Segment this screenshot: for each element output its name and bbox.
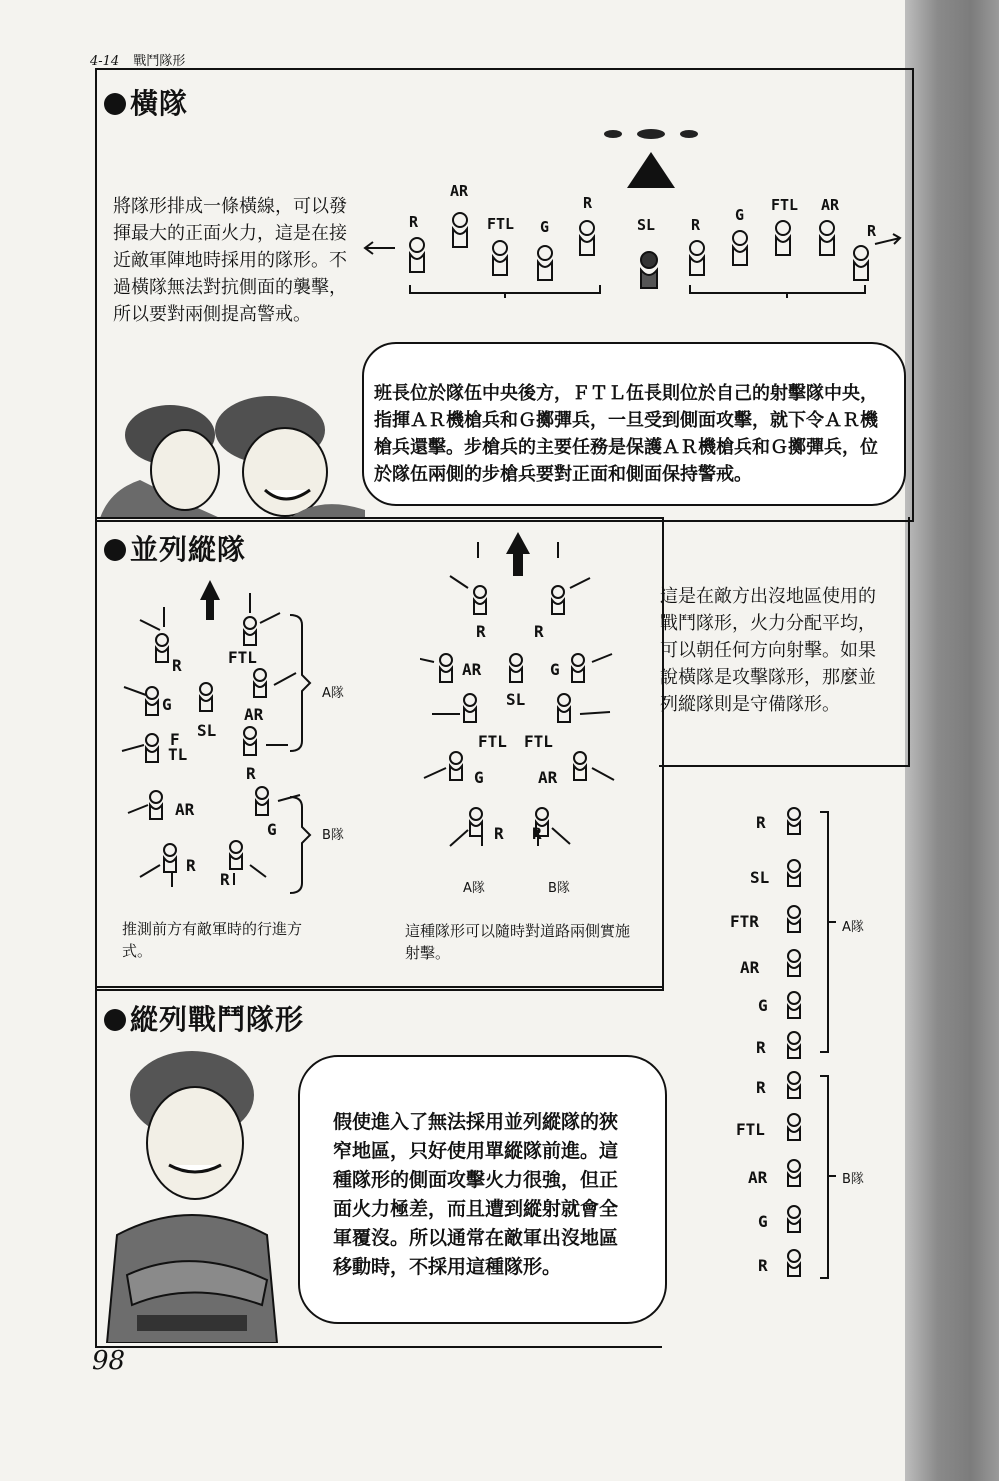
- formation-label: TL: [168, 745, 188, 764]
- formation-label: R: [494, 824, 504, 843]
- soldier-icon: [690, 241, 704, 275]
- soldier-icon: [256, 787, 268, 815]
- formation-label: FTL: [487, 215, 515, 233]
- line-formation-diagram: [355, 120, 905, 320]
- soldier-icon: [150, 791, 162, 819]
- soldier-icon: [788, 906, 800, 932]
- formation-label: G: [162, 695, 172, 714]
- team-label: A隊: [842, 920, 864, 935]
- soldier-icon: [200, 683, 212, 711]
- soldier-icon: [788, 1114, 800, 1140]
- soldier-icon: [733, 231, 747, 265]
- panel-divider: [659, 765, 910, 767]
- bullet-icon: [104, 539, 126, 561]
- team-label: B隊: [842, 1172, 864, 1187]
- formation-label: R: [186, 856, 196, 875]
- formation-label: FTL: [771, 196, 799, 214]
- formation-label: AR: [740, 958, 760, 977]
- crossed-arms-soldier-illustration: [97, 1045, 287, 1343]
- soldier-icon: [641, 252, 657, 288]
- team-label: A隊: [463, 881, 485, 896]
- team-bracket: [690, 285, 865, 298]
- soldier-icon: [164, 844, 176, 872]
- aircraft-icon: [604, 129, 698, 139]
- formation-label: SL: [506, 690, 526, 709]
- formation-label: G: [540, 218, 550, 236]
- page-gutter-shadow: [905, 0, 999, 1481]
- formation-label: FTL: [228, 648, 257, 667]
- page-number: 98: [92, 1346, 126, 1376]
- soldier-icon: [470, 808, 482, 836]
- formation-label: R: [691, 216, 701, 234]
- soldier-icon: [788, 950, 800, 976]
- left-caption: 推測前方有敵軍時的行進方式。: [122, 920, 303, 960]
- formation-label: SL: [750, 868, 770, 887]
- formation-label: R: [758, 1256, 768, 1275]
- formation-label: G: [550, 660, 560, 679]
- bullet-icon: [104, 93, 126, 115]
- file-formation-title: 縱列戰鬥隊形: [104, 998, 304, 1038]
- soldier-icon: [156, 634, 168, 662]
- formation-label: R: [409, 213, 419, 231]
- soldier-icon: [453, 213, 467, 247]
- formation-label: AR: [450, 182, 469, 200]
- advance-arrow-icon: [627, 152, 675, 188]
- line-formation-title: 橫隊: [104, 82, 188, 122]
- formation-label: FTL: [736, 1120, 765, 1139]
- running-header: [90, 50, 185, 69]
- panel-divider: [908, 517, 910, 767]
- formation-label: R: [756, 813, 766, 832]
- direction-arrows: [122, 593, 300, 887]
- soldier-icon: [776, 221, 790, 255]
- team-label: A隊: [322, 686, 344, 701]
- soldier-icon: [788, 860, 800, 886]
- team-bracket: [290, 797, 310, 893]
- formation-label: G: [267, 820, 277, 839]
- soldier-icon: [493, 241, 507, 275]
- formation-label: R: [172, 656, 182, 675]
- formation-label: R: [246, 764, 256, 783]
- formation-label: FTL: [524, 732, 553, 751]
- soldier-icon: [788, 1160, 800, 1186]
- team-bracket: [820, 812, 836, 1052]
- soldier-icon: [552, 586, 564, 614]
- soldier-icon: [572, 654, 584, 682]
- soldier-icon: [788, 1206, 800, 1232]
- soldier-icon: [474, 586, 486, 614]
- soldier-icon: [440, 654, 452, 682]
- soldier-icon: [558, 694, 570, 722]
- parallel-column-left-diagram: [110, 575, 360, 895]
- right-arrow-icon: [875, 234, 900, 244]
- soldier-icon: [230, 841, 242, 869]
- right-caption: 這種隊形可以隨時對道路兩側實施射擊。: [405, 922, 631, 962]
- file-formation-bubble-text: 假使進入了無法採用並列縱隊的狹窄地區，只好使用單縱隊前進。這種隊形的側面攻擊火力很強，但正面火力極差，而且遭到縱射就會全軍覆沒。所以通常在敵軍出沒地區移動時，不採用這種隊形。: [333, 1111, 619, 1278]
- formation-label: R: [476, 622, 486, 641]
- formation-label: R: [867, 222, 877, 240]
- soldier-icon: [410, 238, 424, 272]
- bullet-icon: [104, 1009, 126, 1031]
- section-title: 戰鬥隊形: [133, 54, 186, 69]
- soldier-icon: [788, 1032, 800, 1058]
- team-label: B隊: [548, 881, 570, 896]
- soldier-icon: [464, 694, 476, 722]
- formation-label: G: [474, 768, 484, 787]
- formation-label: R: [756, 1038, 766, 1057]
- soldier-icon: [510, 654, 522, 682]
- file-formation-diagram: [770, 800, 870, 1290]
- formation-label: AR: [244, 705, 264, 724]
- soldier-icon: [254, 669, 266, 697]
- formation-label: SL: [197, 721, 217, 740]
- formation-label: AR: [538, 768, 558, 787]
- soldier-icon: [788, 992, 800, 1018]
- formation-label: R: [583, 194, 593, 212]
- team-bracket: [820, 1076, 836, 1278]
- formation-label: AR: [462, 660, 482, 679]
- soldier-icon: [538, 246, 552, 280]
- formation-label: G: [758, 996, 768, 1015]
- soldier-icon: [146, 734, 158, 762]
- soldier-icon: [146, 687, 158, 715]
- formation-label: FTL: [478, 732, 507, 751]
- formation-label: AR: [748, 1168, 768, 1187]
- formation-label: G: [735, 206, 745, 224]
- formation-label: G: [758, 1212, 768, 1231]
- section-number: 4-14: [90, 54, 120, 69]
- soldiers-illustration: [100, 390, 365, 518]
- advance-arrow-icon: [200, 580, 220, 620]
- formation-label: R: [534, 622, 544, 641]
- soldier-icon: [820, 221, 834, 255]
- left-arrow-icon: [365, 242, 395, 254]
- formation-label: R: [532, 824, 542, 843]
- parallel-column-description: 這是在敵方出沒地區使用的戰鬥隊形，火力分配平均，可以朝任何方向射擊。如果說橫隊是攻擊隊形，那麼並列縱隊則是守備隊形。: [660, 586, 876, 715]
- parallel-column-title: 並列縱隊: [104, 528, 246, 568]
- formation-label: R: [756, 1078, 766, 1097]
- team-bracket: [290, 615, 310, 751]
- soldier-icon: [450, 752, 462, 780]
- soldier-icon: [244, 727, 256, 755]
- advance-arrow-icon: [506, 532, 530, 576]
- soldier-icon: [788, 1072, 800, 1098]
- soldier-icon: [788, 808, 800, 834]
- soldier-icon: [244, 617, 256, 645]
- formation-label: R: [220, 870, 230, 889]
- formation-label: FTR: [730, 912, 759, 931]
- formation-label: AR: [821, 196, 840, 214]
- formation-label: F: [170, 730, 180, 749]
- line-formation-description: 將隊形排成一條橫線，可以發揮最大的正面火力，這是在接近敵軍陣地時採用的隊形。不過橫隊無法對抗側面的襲擊，所以要對兩側提高警戒。: [113, 196, 347, 325]
- team-bracket: [410, 285, 600, 298]
- team-label: B隊: [322, 828, 344, 843]
- soldier-icon: [854, 246, 868, 280]
- soldier-icon: [574, 752, 586, 780]
- soldier-icon: [788, 1250, 800, 1276]
- line-formation-bubble-text: 班長位於隊伍中央後方，ＦＴＬ伍長則位於自己的射擊隊中央，指揮ＡＲ機槍兵和Ｇ擲彈兵，一旦受到側面攻擊，就下令ＡＲ機槍兵還擊。步槍兵的主要任務是保護ＡＲ機槍兵和Ｇ擲彈兵，位於隊伍兩側的步槍兵要對正面和側面保持警戒。: [374, 383, 878, 485]
- formation-label: SL: [637, 216, 656, 234]
- formation-label: AR: [175, 800, 195, 819]
- soldier-icon: [580, 221, 594, 255]
